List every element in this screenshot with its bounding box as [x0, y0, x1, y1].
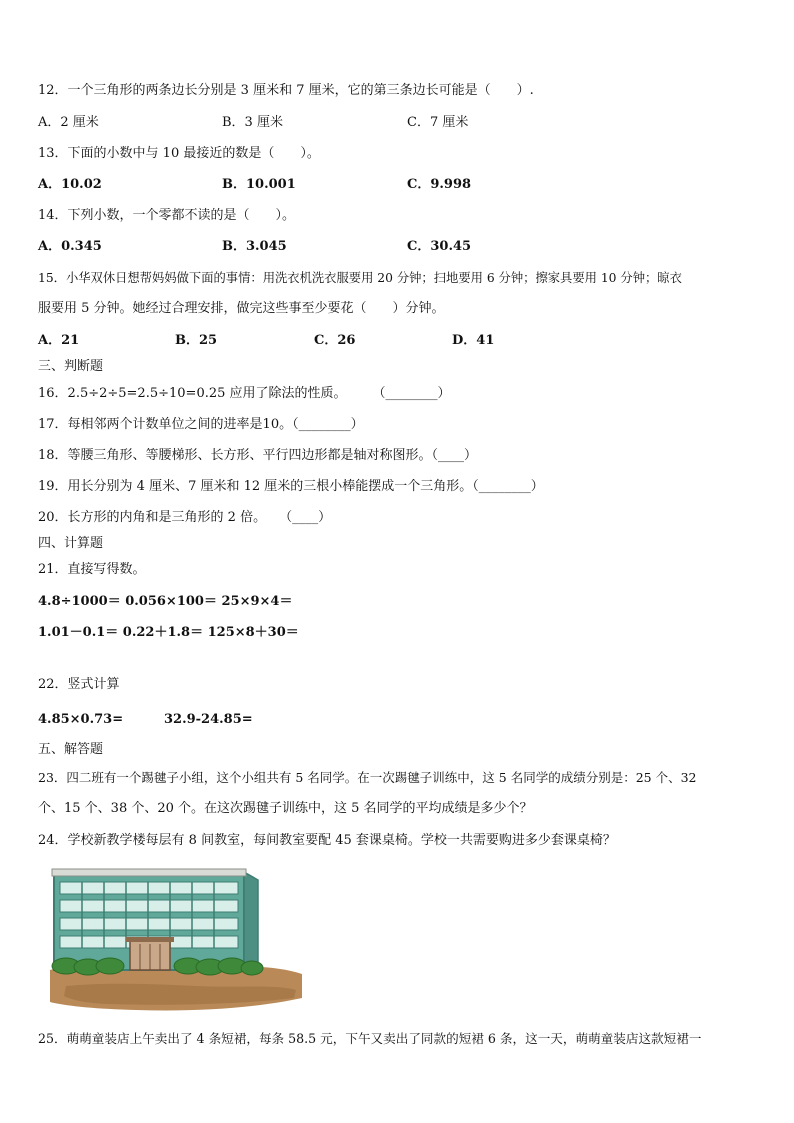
question-22-expression-2: 32.9-24.85= — [164, 712, 253, 727]
q12-option-b: B．3 厘米 — [222, 115, 283, 130]
q15-option-c: C．26 — [314, 333, 356, 348]
q13-option-c: C．9.998 — [407, 177, 472, 192]
question-22-expression-1: 4.85×0.73= — [38, 712, 124, 727]
q13-option-b: B．10.001 — [222, 177, 296, 192]
question-20: 20．长方形的内角和是三角形的 2 倍。 （____） — [38, 510, 332, 525]
section-heading-word-problems: 五、解答题 — [38, 742, 104, 757]
q14-option-b: B．3.045 — [222, 239, 287, 254]
school-building-illustration — [46, 866, 304, 1014]
question-13: 13．下面的小数中与 10 最接近的数是（ ）。 — [38, 146, 320, 161]
question-17: 17．每相邻两个计数单位之间的进率是10。（________） — [38, 417, 364, 432]
question-21-title: 21．直接写得数。 — [38, 562, 146, 577]
question-19: 19．用长分别为 4 厘米、7 厘米和 12 厘米的三根小棒能摆成一个三角形。（________） — [38, 479, 544, 494]
question-16: 16．2.5÷2÷5=2.5÷10=0.25 应用了除法的性质。 （________） — [38, 386, 451, 401]
q12-option-c: C．7 厘米 — [407, 115, 469, 130]
question-15-line-1: 15．小华双休日想帮妈妈做下面的事情：用洗衣机洗衣服要用 20 分钟；扫地要用 6 分钟；擦家具要用 10 分钟；晾衣 — [38, 271, 682, 285]
question-12: 12．一个三角形的两条边长分别是 3 厘米和 7 厘米，它的第三条边长可能是（ ）. — [38, 83, 534, 98]
q13-option-a: A．10.02 — [38, 177, 102, 192]
question-23-line-1: 23．四二班有一个踢毽子小组，这个小组共有 5 名同学。在一次踢毽子训练中，这 5 名同学的成绩分别是：25 个、32 — [38, 770, 697, 785]
q15-option-d: D．41 — [452, 333, 495, 348]
question-14: 14．下列小数，一个零都不读的是（ ）。 — [38, 208, 296, 223]
question-22-title: 22．竖式计算 — [38, 677, 120, 692]
q15-option-a: A．21 — [38, 333, 80, 348]
question-23-line-2: 个、15 个、38 个、20 个。在这次踢毽子训练中，这 5 名同学的平均成绩是多少个？ — [38, 801, 533, 816]
question-21-row-2: 1.01－0.1＝ 0.22＋1.8＝ 125×8＋30＝ — [38, 625, 299, 640]
question-15-line-2: 服要用 5 分钟。她经过合理安排，做完这些事至少要花（ ）分钟。 — [38, 301, 445, 316]
q12-option-a: A．2 厘米 — [38, 115, 99, 130]
question-24: 24．学校新教学楼每层有 8 间教室，每间教室要配 45 套课桌椅。学校一共需要购进多少套课桌椅？ — [38, 833, 616, 848]
q14-option-c: C．30.45 — [407, 239, 472, 254]
section-heading-judgement: 三、判断题 — [38, 359, 104, 374]
question-18: 18．等腰三角形、等腰梯形、长方形、平行四边形都是轴对称图形。（____） — [38, 448, 478, 463]
question-25: 25．萌萌童装店上午卖出了 4 条短裙，每条 58.5 元，下午又卖出了同款的短裙 6 条，这一天，萌萌童装店这款短裙一 — [38, 1031, 702, 1046]
q14-option-a: A．0.345 — [38, 239, 102, 254]
section-heading-calculation: 四、计算题 — [38, 536, 104, 551]
q15-option-b: B．25 — [175, 333, 218, 348]
question-21-row-1: 4.8÷1000＝ 0.056×100＝ 25×9×4＝ — [38, 594, 293, 609]
